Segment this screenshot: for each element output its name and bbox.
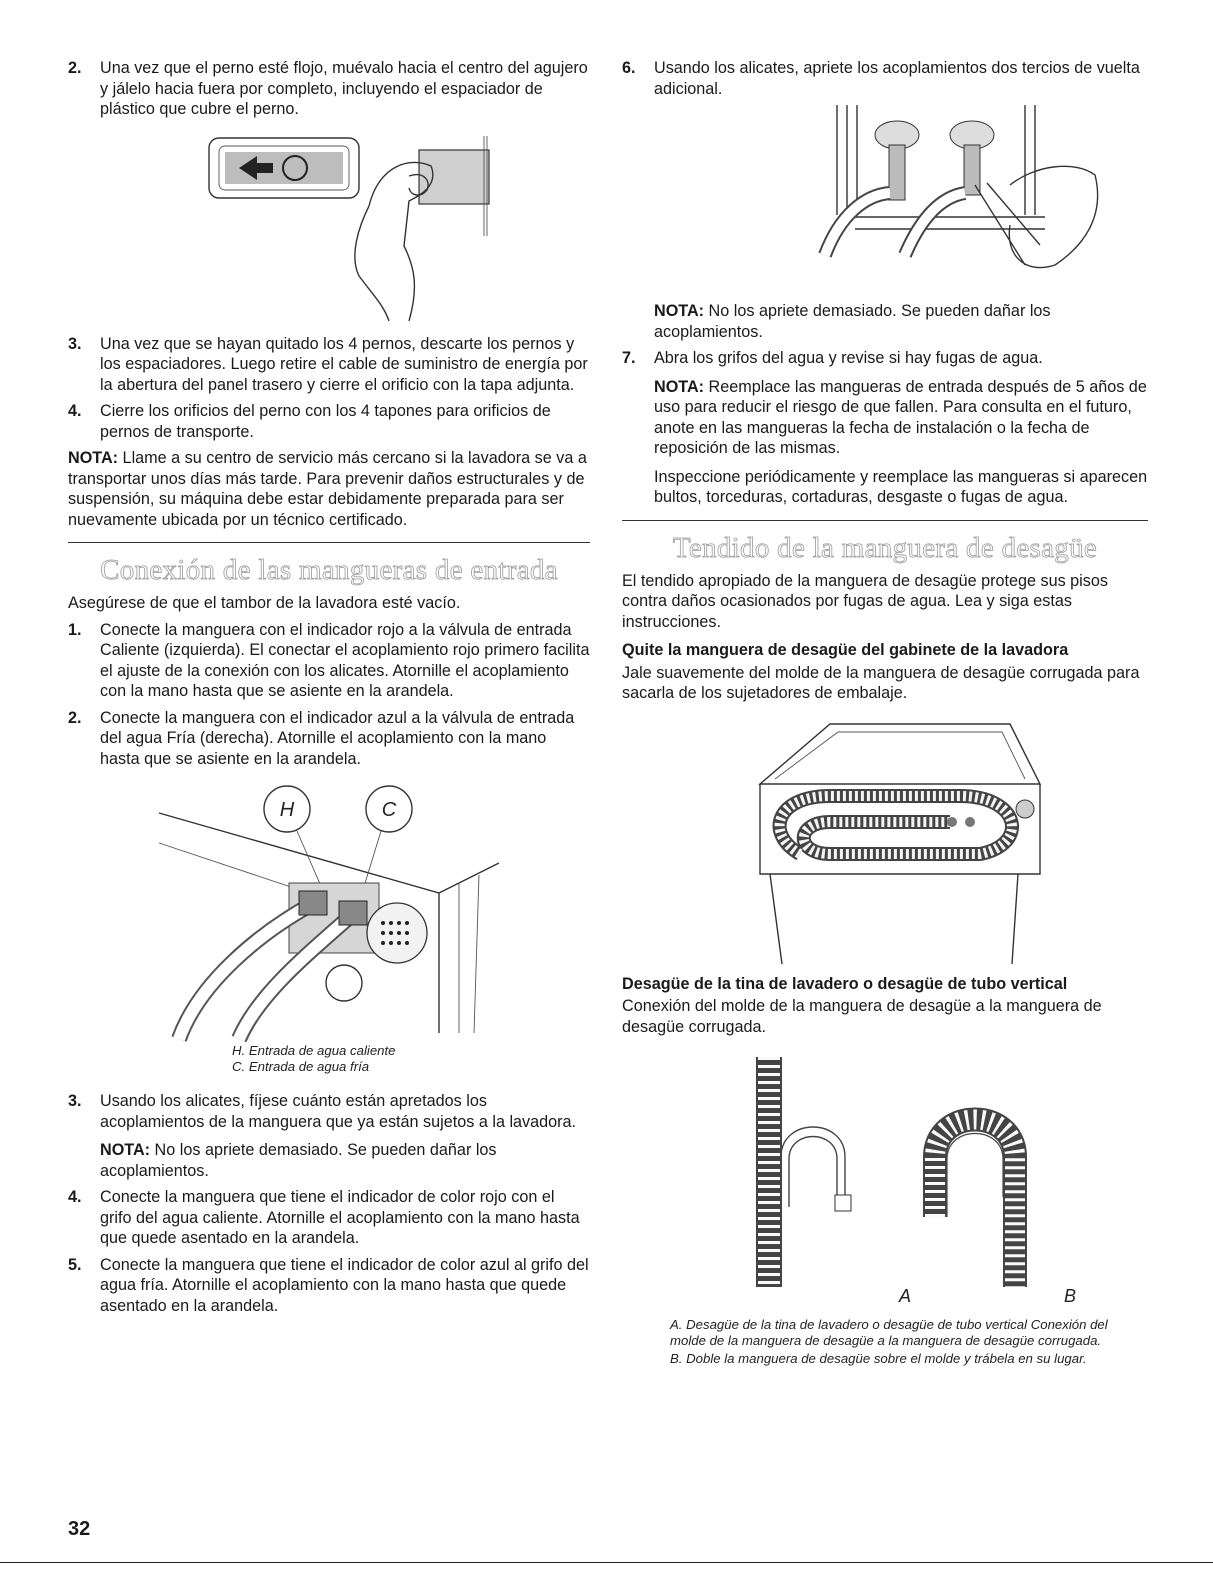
step-number: 1.: [68, 620, 82, 639]
list-item: [68, 1187, 590, 1249]
step-number: 6.: [622, 59, 636, 77]
section-title: Tendido de la manguera de desagüe: [672, 531, 1098, 564]
list-item: [68, 58, 590, 120]
note: [100, 1140, 590, 1181]
step-number: 4.: [68, 402, 82, 420]
section-title: Conexión de las mangueras de entrada: [100, 554, 558, 586]
subheading: Desagüe de la tina de lavadero o desagüe de tubo vertical: [622, 974, 1068, 993]
note-label: NOTA:: [100, 1141, 151, 1159]
list-item: [68, 620, 590, 702]
intro-text: El tendido apropiado de la manguera de desagüe protege sus pisos contra daños ocasionados por fugas de agua. Lea y siga estas instrucciones.: [622, 571, 1108, 631]
step-text: Conecte la manguera que tiene el indicador de color azul al grifo del agua fría. Atornille el acoplamiento con la mano hasta que quede asentado en la arandela.: [100, 1255, 589, 1315]
step-text: Una vez que el perno esté flojo, muévalo hacia el centro del agujero y jálelo hacia fuera por completo, incluyendo el espaciador de plástico que cubre el perno.: [100, 59, 588, 118]
note: [654, 377, 1148, 459]
bolt-removal-illustration: [169, 126, 489, 326]
note-label: NOTA:: [654, 302, 705, 320]
note-text: No los apriete demasiado. Se pueden dañar los acoplamientos.: [100, 1141, 497, 1180]
label-a: A: [898, 1286, 912, 1306]
step-text: Conecte la manguera con el indicador rojo a la válvula de entrada Caliente (izquierda). El conectar el acoplamiento rojo primero facilita el ajuste de la conexión con los alicates. Atornille el acoplamiento con la mano hasta que se asiente en la arandela.: [100, 620, 590, 700]
list-item: [622, 348, 1148, 508]
caption-h: H. Entrada de agua caliente: [232, 1043, 396, 1058]
inlet-hoses-illustration: [139, 783, 519, 1039]
subheading: Quite la manguera de desagüe del gabinete de la lavadora: [622, 641, 1069, 659]
note-label: NOTA:: [68, 449, 119, 467]
label-c: C: [381, 799, 397, 821]
footer-rule: [0, 1562, 1213, 1563]
step-number: 7.: [622, 349, 636, 367]
drain-hose-forms-illustration: [725, 1047, 1077, 1307]
step-extra-text: Inspeccione periódicamente y reemplace las mangueras si aparecen bultos, torceduras, cortaduras, desgaste o fugas de agua.: [654, 467, 1148, 506]
note-text: Llame a su centro de servicio más cercano si la lavadora se va a transportar unos días más tarde. Para prevenir daños estructurales y de suspensión, su máquina debe estar debidamente preparada para ser nuevamente ubicada por un técnico certificado.: [68, 449, 587, 529]
step-text: Conecte la manguera que tiene el indicador de color rojo con el grifo del agua caliente. Atornille el acoplamiento con la mano hasta que quede asentado en la arandela.: [100, 1188, 580, 1247]
paragraph: Conexión del molde de la manguera de desagüe a la manguera de desagüe corrugada.: [622, 997, 1102, 1036]
note-label: NOTA:: [654, 377, 705, 396]
note: [654, 301, 1148, 342]
page-number: 32: [68, 1518, 91, 1540]
step-number: 5.: [68, 1255, 82, 1274]
caption-c: C. Entrada de agua fría: [232, 1059, 370, 1074]
list-item: [622, 58, 1148, 99]
step-number: 2.: [68, 59, 82, 77]
step-text: Abra los grifos del agua y revise si hay fugas de agua.: [654, 349, 1043, 367]
left-column: [68, 58, 590, 1322]
step-text: Usando los alicates, apriete los acoplamientos dos tercios de vuelta adicional.: [654, 59, 1140, 98]
paragraph: Jale suavemente del molde de la manguera de desagüe corrugada para sacarla de los sujetadores de embalaje.: [622, 663, 1140, 702]
step-number: 4.: [68, 1188, 82, 1206]
step-number: 2.: [68, 708, 82, 727]
step-text: Cierre los orificios del perno con los 4 tapones para orificios de pernos de transporte.: [100, 402, 551, 441]
figure-caption: [232, 1043, 590, 1075]
note-text: Reemplace las mangueras de entrada después de 5 años de uso para reducir el riesgo de que fallen. Para consulta en el futuro, anote en las mangueras la fecha de instalación o la fecha de reposición de las mismas.: [654, 377, 1147, 457]
step-text: Usando los alicates, fíjese cuánto están apretados los acoplamientos de la manguera que ya están sujetos a la lavadora.: [100, 1092, 577, 1131]
note: [68, 448, 590, 530]
list-item: [68, 708, 590, 770]
list-item: [68, 401, 590, 442]
section-divider: [622, 520, 1148, 521]
step-text: Una vez que se hayan quitado los 4 pernos, descarte los pernos y los espaciadores. Luego retire el cable de suministro de energía por la abertura del panel trasero y cierre el orificio con la tapa adjunta.: [100, 334, 588, 394]
section-divider: [68, 542, 590, 543]
label-h: H: [279, 799, 295, 821]
caption-b: B. Doble la manguera de desagüe sobre el molde y trábela en su lugar.: [670, 1351, 1087, 1366]
step-text: Conecte la manguera con el indicador azul a la válvula de entrada del agua Fría (derecha). Atornille el acoplamiento con la mano hasta que se asiente en la arandela.: [100, 708, 575, 768]
step-number: 3.: [68, 1092, 82, 1110]
list-item: [68, 1091, 590, 1181]
caption-a: A. Desagüe de la tina de lavadero o desagüe de tubo vertical Conexión del molde de la manguera de desagüe a la manguera de desagüe corrugada.: [670, 1317, 1108, 1348]
figure-caption: [670, 1317, 1110, 1367]
list-item: [68, 334, 590, 396]
list-item: [68, 1255, 590, 1317]
note-text: No los apriete demasiado. Se pueden dañar los acoplamientos.: [654, 302, 1051, 341]
step-number: 3.: [68, 334, 82, 353]
pliers-illustration: [725, 105, 1045, 297]
intro-text: Asegúrese de que el tambor de la lavadora esté vacío.: [68, 594, 461, 612]
label-b: B: [1063, 1286, 1077, 1306]
right-column: [622, 58, 1148, 1367]
drain-hose-cabinet-illustration: [720, 714, 1050, 964]
